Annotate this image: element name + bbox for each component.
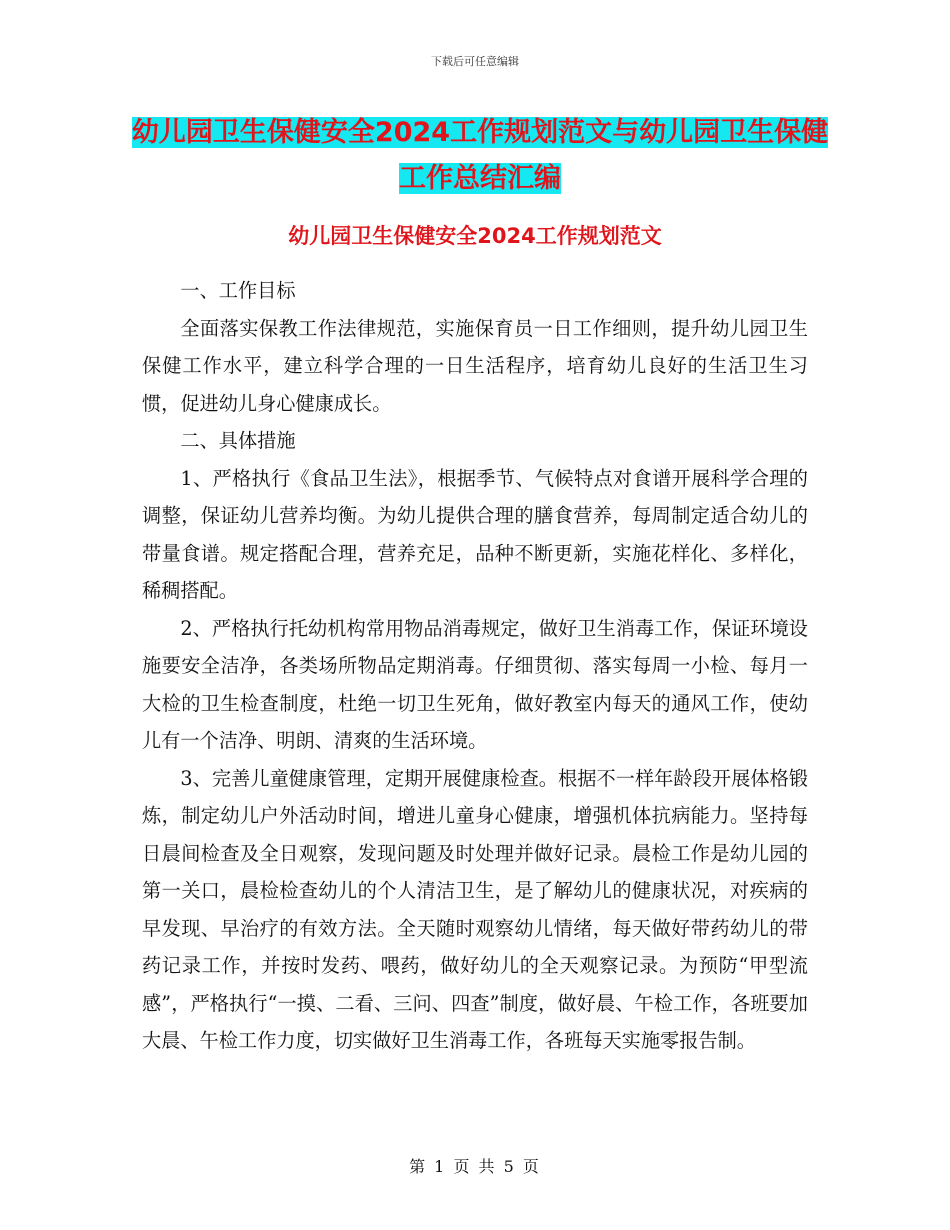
paragraph-measure-1: 1、严格执行《食品卫生法》，根据季节、气候特点对食谱开展科学合理的调整，保证幼儿营养均衡。为幼儿提供合理的膳食营养，每周制定适合幼儿的带量食谱。规定搭配合理，营养充足，品种不断更新，实施花样化、多样化，稀稠搭配。 bbox=[142, 466, 808, 602]
header-note: 下载后可任意编辑 bbox=[431, 55, 519, 68]
body-text bbox=[142, 272, 808, 1060]
paragraph-goals: 全面落实保教工作法律规范，实施保育员一日工作细则，提升幼儿园卫生保健工作水平，建立科学合理的一日生活程序，培育幼儿良好的生活卫生习惯，促进幼儿身心健康成长。 bbox=[142, 316, 808, 415]
title-highlight: 幼儿园卫生保健安全2024工作规划范文与幼儿园卫生保健工作总结汇编 bbox=[131, 117, 829, 194]
heading-measures: 二、具体措施 bbox=[180, 429, 296, 452]
paragraph-measure-2: 2、严格执行托幼机构常用物品消毒规定，做好卫生消毒工作，保证环境设施要安全洁净，各类场所物品定期消毒。仔细贯彻、落实每周一小检、每月一大检的卫生检查制度，杜绝一切卫生死角，做好教室内每天的通风工作，使幼儿有一个洁净、明朗、清爽的生活环境。 bbox=[142, 616, 808, 752]
page-footer: 第 1 页 共 5 页 bbox=[409, 1157, 541, 1176]
document-title bbox=[130, 110, 830, 202]
section-title: 幼儿园卫生保健安全2024工作规划范文 bbox=[288, 224, 662, 248]
heading-goals: 一、工作目标 bbox=[180, 279, 296, 302]
paragraph-measure-3: 3、完善儿童健康管理，定期开展健康检查。根据不一样年龄段开展体格锻炼，制定幼儿户外活动时间，增进儿童身心健康，增强机体抗病能力。坚持每日晨间检查及全日观察，发现问题及时处理并做好记录。晨检工作是幼儿园的第一关口，晨检检查幼儿的个人清洁卫生，是了解幼儿的健康状况，对疾病的早发现、早治疗的有效方法。全天随时观察幼儿情绪，每天做好带药幼儿的带药记录工作，并按时发药、喂药，做好幼儿的全天观察记录。为预防“甲型流感”，严格执行“一摸、二看、三问、四查”制度，做好晨、午检工作，各班要加大晨、午检工作力度，切实做好卫生消毒工作，各班每天实施零报告制。 bbox=[142, 766, 808, 1052]
